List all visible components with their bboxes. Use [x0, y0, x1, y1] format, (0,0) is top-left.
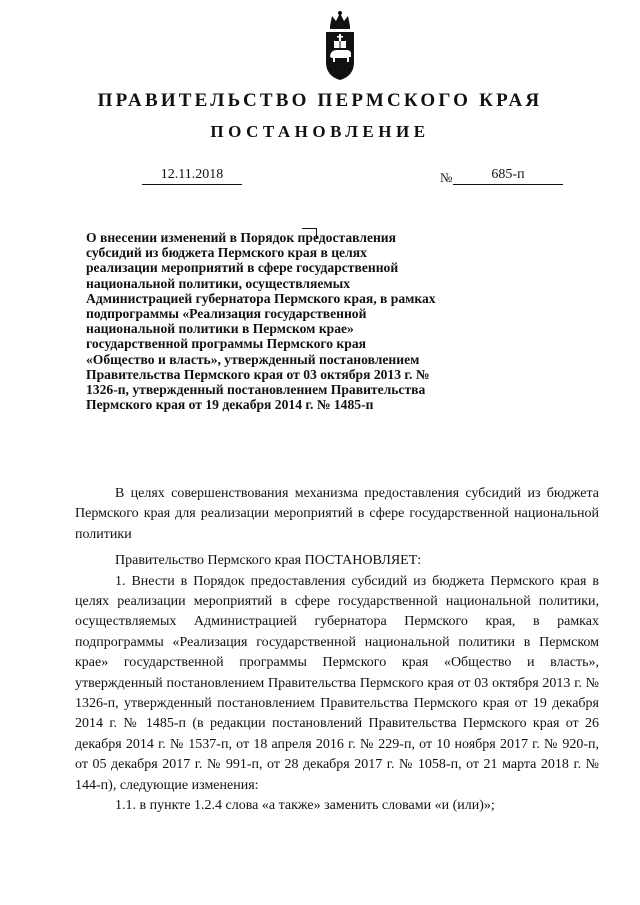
government-title: ПРАВИТЕЛЬСТВО ПЕРМСКОГО КРАЯ	[97, 90, 543, 111]
body-paragraph-1: В целях совершенствования механизма предоставления субсидий из бюджета Пермского края для реализации мероприятий в сфере государственной национальной политики	[75, 486, 599, 542]
perm-krai-coat-of-arms-icon	[323, 10, 357, 82]
body-paragraph-4: 1.1. в пункте 1.2.4 слова «а также» заменить словами «и (или)»;	[115, 798, 495, 814]
document-date: 12.11.2018	[142, 166, 242, 185]
document-type: ПОСТАНОВЛЕНИЕ	[210, 122, 430, 141]
body-paragraph-3: 1. Внести в Порядок предоставления субсидий из бюджета Пермского края в целях реализации мероприятий в сфере государственной национальной политики, осуществляемых Администрацией губернатора Пермского края, в рамках подпрограммы «Реализация государственной национальной политики в Пермском крае» государственной программы Пермского края «Общество и власть», утвержденный постановлением Правительства Пермского края от 03 октября 2013 г. № 1326-п, утвержденный постановлением Правительства Пермского края от 19 декабря 2014 г. № 1485-п (в редакции постановлений Правительства Пермского края от 26 декабря 2014 г. № 1537-п, от 18 апреля 2016 г. № 229-п, от 10 ноября 2017 г. № 920-п, от 05 декабря 2017 г. № 991-п, от 28 декабря 2017 г. № 1058-п, от 21 марта 2018 г. № 144-п), следующие изменения:	[75, 573, 599, 793]
document-body	[75, 484, 599, 817]
document-number: 685-п	[453, 166, 563, 185]
number-sign: №	[440, 170, 453, 185]
document-subject: О внесении изменений в Порядок предоставления субсидий из бюджета Пермского края в целях реализации мероприятий в сфере государственной национальной политики, осуществляемых Администрацией губернатора Пермского края, в рамках подпрограммы «Реализация государственной национальной политики в Пермском крае» государственной программы Пермского края «Общество и власть», утвержденный постановлением Правительства Пермского края от 03 октября 2013 г. № 1326-п, утвержденный постановлением Правительства Пермского края от 19 декабря 2014 г. № 1485-п	[86, 230, 436, 413]
body-paragraph-2: Правительство Пермского края ПОСТАНОВЛЯЕТ:	[115, 553, 422, 569]
